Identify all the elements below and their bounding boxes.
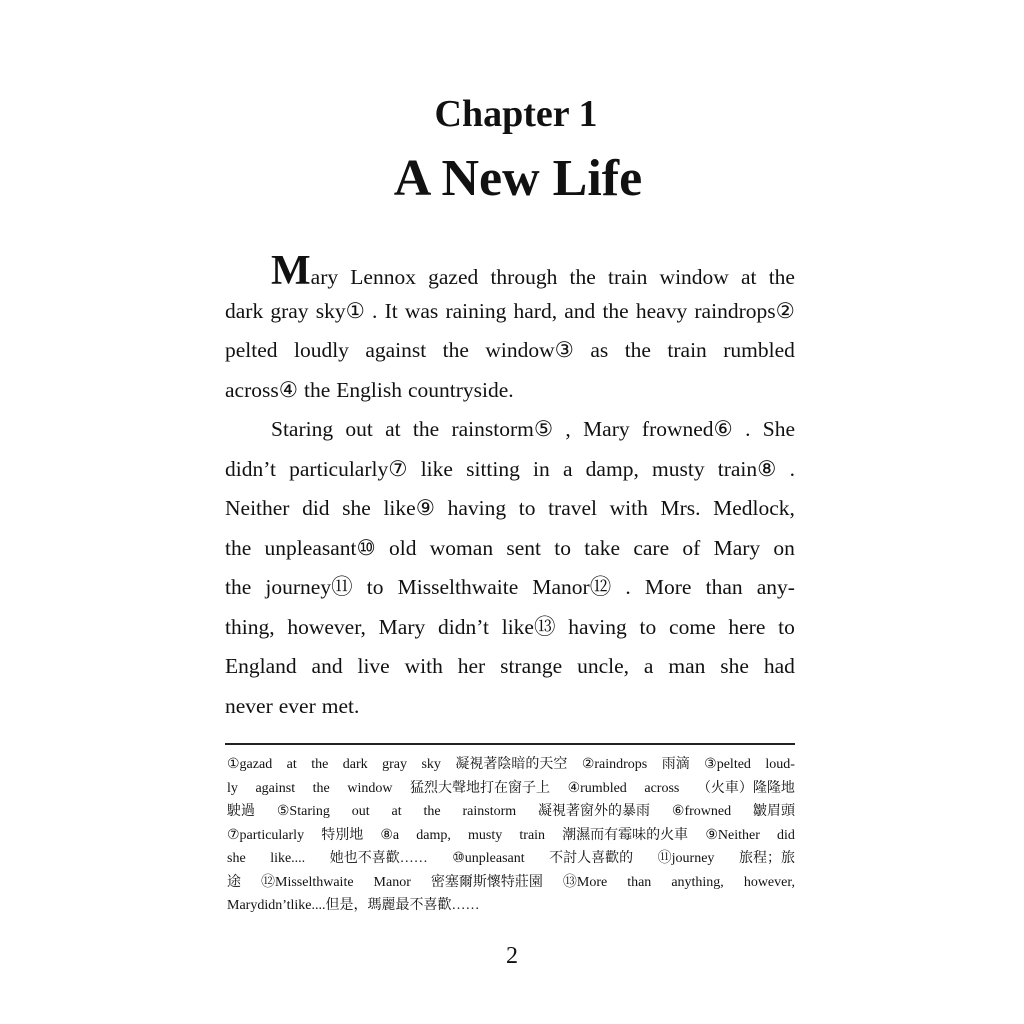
word: raining bbox=[445, 298, 507, 323]
footnote-line bbox=[227, 871, 795, 895]
word: ③pelted bbox=[704, 757, 751, 772]
word: having bbox=[447, 496, 507, 520]
word: didn’t bbox=[225, 456, 276, 481]
word: and bbox=[564, 298, 596, 323]
word: the bbox=[569, 265, 596, 289]
word: 但是，瑪麗最不喜歡…… bbox=[325, 898, 480, 913]
body-line bbox=[225, 371, 795, 411]
body-line bbox=[225, 489, 795, 529]
word: the bbox=[225, 575, 252, 599]
word: across④ bbox=[225, 377, 299, 402]
chapter-label: Chapter 1 bbox=[434, 93, 598, 135]
word: the bbox=[768, 265, 795, 289]
drop-cap: M bbox=[271, 248, 311, 294]
word: window③ bbox=[485, 338, 574, 362]
word: ary bbox=[310, 265, 339, 289]
word: frowned⑥ bbox=[641, 417, 733, 441]
word: a bbox=[562, 456, 573, 481]
word: Mary bbox=[378, 614, 426, 639]
word: 她也不喜歡…… bbox=[329, 851, 428, 866]
word: ⑤Staring bbox=[276, 804, 330, 819]
word: ④rumbled bbox=[567, 780, 627, 796]
word: ⑪journey bbox=[657, 851, 715, 866]
body-line bbox=[225, 687, 795, 727]
footnote-line bbox=[227, 824, 795, 848]
body-line bbox=[225, 450, 795, 490]
word: at bbox=[286, 757, 297, 772]
word: . bbox=[745, 417, 751, 441]
body-line bbox=[225, 248, 795, 294]
word: ever bbox=[278, 693, 316, 718]
word: , bbox=[565, 417, 571, 441]
word: ⑩unpleasant bbox=[452, 851, 525, 866]
footnote-line bbox=[227, 753, 795, 777]
word: at bbox=[391, 804, 402, 819]
word: train bbox=[607, 265, 648, 289]
word: gazed bbox=[428, 265, 479, 289]
word: as bbox=[590, 338, 609, 362]
word: at bbox=[741, 265, 757, 289]
word: ⑥frowned bbox=[671, 804, 732, 819]
body-line bbox=[225, 568, 795, 608]
footnote-divider bbox=[225, 743, 795, 745]
word: Lennox bbox=[350, 265, 416, 289]
word: 途 bbox=[227, 874, 241, 890]
word: here bbox=[728, 614, 766, 639]
word: ②raindrops bbox=[581, 757, 648, 772]
word: didn’t bbox=[257, 898, 291, 913]
word: to bbox=[639, 614, 657, 639]
word: sent bbox=[506, 535, 541, 560]
word: It bbox=[384, 298, 398, 323]
word: particularly⑦ bbox=[289, 456, 408, 481]
word: to bbox=[366, 575, 384, 599]
word: unpleasant⑩ bbox=[264, 535, 376, 560]
word: the bbox=[423, 804, 441, 819]
word: however, bbox=[743, 874, 795, 890]
word: English bbox=[336, 377, 402, 402]
word: ly bbox=[227, 780, 238, 796]
word: like.... bbox=[270, 851, 306, 866]
word: heavy bbox=[635, 298, 688, 323]
footnote-line bbox=[227, 894, 795, 918]
word: （火車）隆隆地 bbox=[696, 780, 795, 796]
word: did bbox=[302, 496, 330, 520]
word: like⑨ bbox=[383, 496, 435, 520]
word: out bbox=[345, 417, 373, 441]
word: travel bbox=[548, 496, 598, 520]
word: like⑬ bbox=[501, 614, 556, 639]
word: the bbox=[311, 757, 329, 772]
word: care bbox=[633, 535, 670, 560]
word: loudly bbox=[293, 338, 349, 362]
word: didn’t bbox=[438, 614, 489, 639]
word: of bbox=[682, 535, 701, 560]
word: countryside. bbox=[408, 377, 514, 402]
word: raindrops② bbox=[694, 298, 795, 323]
body-line bbox=[225, 529, 795, 569]
word: man bbox=[668, 654, 706, 678]
word: Mary bbox=[227, 898, 258, 913]
word: Mary bbox=[583, 417, 630, 441]
word: rainstorm⑤ bbox=[451, 417, 554, 441]
footnote-line bbox=[227, 800, 795, 824]
word: thing, bbox=[225, 614, 275, 639]
word: Manor⑫ bbox=[532, 575, 612, 599]
word: 特別地 bbox=[321, 827, 364, 843]
word: the bbox=[412, 417, 440, 441]
word: against bbox=[365, 338, 427, 362]
word: dark bbox=[225, 298, 264, 323]
word: 皺眉頭 bbox=[752, 804, 795, 819]
word: old bbox=[389, 535, 417, 560]
word: damp, bbox=[416, 827, 451, 843]
word: to bbox=[554, 535, 571, 560]
word: window bbox=[347, 780, 393, 796]
word: pelted bbox=[225, 338, 278, 362]
word: than bbox=[705, 575, 743, 599]
word: More bbox=[644, 575, 692, 599]
word: Manor bbox=[373, 874, 411, 890]
word: sky bbox=[421, 757, 441, 772]
word: musty bbox=[652, 456, 705, 481]
word: any- bbox=[756, 575, 795, 599]
word: with bbox=[609, 496, 648, 520]
word: she bbox=[227, 851, 246, 866]
chapter-title: A New Life bbox=[393, 150, 643, 207]
word: . bbox=[625, 575, 631, 599]
word: sitting bbox=[466, 456, 520, 481]
word: the bbox=[304, 377, 331, 402]
word: Neither bbox=[225, 496, 290, 520]
body-line bbox=[225, 608, 795, 648]
word: the bbox=[442, 338, 469, 362]
word: 旅程；旅 bbox=[738, 851, 795, 866]
word: train bbox=[667, 338, 707, 362]
word: ①gazad bbox=[227, 757, 273, 772]
word: rainstorm bbox=[462, 804, 517, 819]
word: live bbox=[357, 654, 390, 678]
word: 雨滴 bbox=[661, 757, 690, 772]
word: come bbox=[669, 614, 716, 639]
word: the bbox=[312, 780, 330, 796]
word: to bbox=[518, 496, 536, 520]
word: England bbox=[225, 654, 297, 678]
body-text bbox=[225, 248, 795, 726]
word: Mrs. bbox=[660, 496, 701, 520]
word: anything, bbox=[671, 874, 724, 890]
word: window bbox=[659, 265, 729, 289]
word: ⑫Misselthwaite bbox=[261, 874, 354, 890]
word: train⑧ bbox=[717, 456, 777, 481]
word: train bbox=[519, 827, 546, 843]
word: journey⑪ bbox=[265, 575, 353, 599]
word: Staring bbox=[271, 417, 334, 441]
word: 不討人喜歡的 bbox=[549, 851, 634, 866]
word: ⑨Neither bbox=[705, 827, 760, 843]
footnotes bbox=[227, 753, 795, 918]
word: and bbox=[311, 654, 343, 678]
word: gray bbox=[382, 757, 408, 772]
word: 凝視著窗外的暴雨 bbox=[538, 804, 651, 819]
word: ⑧a bbox=[380, 827, 400, 843]
word: the bbox=[225, 535, 252, 560]
footnote-line bbox=[227, 847, 795, 871]
word: than bbox=[627, 874, 652, 890]
word: damp, bbox=[585, 456, 639, 481]
word: her bbox=[457, 654, 486, 678]
body-line bbox=[225, 331, 795, 371]
word: the bbox=[602, 298, 629, 323]
word: across bbox=[644, 780, 680, 796]
word: take bbox=[584, 535, 621, 560]
word: dark bbox=[342, 757, 368, 772]
word: in bbox=[533, 456, 550, 481]
word: Misselthwaite bbox=[397, 575, 519, 599]
word: musty bbox=[468, 827, 503, 843]
word: sky① bbox=[315, 298, 365, 323]
word: Mary bbox=[713, 535, 761, 560]
word: a bbox=[643, 654, 654, 678]
word: met. bbox=[321, 693, 360, 718]
page-number: 2 bbox=[506, 943, 518, 969]
word: on bbox=[773, 535, 795, 560]
body-line bbox=[225, 647, 795, 687]
word: 猛烈大聲地打在窗子上 bbox=[410, 780, 551, 796]
word: strange bbox=[500, 654, 563, 678]
word: like.... bbox=[290, 898, 326, 913]
word: ⑦particularly bbox=[227, 827, 305, 843]
word: 凝視著陰暗的天空 bbox=[455, 757, 568, 772]
word: out bbox=[351, 804, 370, 819]
word: ⑬More bbox=[562, 874, 608, 890]
footnote-line bbox=[227, 777, 795, 801]
word: uncle, bbox=[577, 654, 630, 678]
word: 駛過 bbox=[227, 804, 255, 819]
word: having bbox=[568, 614, 627, 639]
word: had bbox=[763, 654, 795, 678]
word: with bbox=[404, 654, 443, 678]
word: . bbox=[789, 456, 795, 481]
word: She bbox=[762, 417, 795, 441]
word: like bbox=[420, 456, 453, 481]
word: however, bbox=[287, 614, 366, 639]
word: through bbox=[490, 265, 558, 289]
word: Medlock, bbox=[713, 496, 795, 520]
word: she bbox=[342, 496, 371, 520]
body-line bbox=[225, 410, 795, 450]
word: she bbox=[720, 654, 749, 678]
word: . bbox=[372, 298, 378, 323]
word: hard, bbox=[513, 298, 558, 323]
word: did bbox=[777, 827, 795, 843]
word: never bbox=[225, 693, 273, 718]
word: at bbox=[385, 417, 401, 441]
word: 潮濕而有霉味的火車 bbox=[562, 827, 689, 843]
word: rumbled bbox=[723, 338, 795, 362]
word: the bbox=[624, 338, 651, 362]
word: gray bbox=[270, 298, 309, 323]
word: against bbox=[255, 780, 296, 796]
word: was bbox=[404, 298, 439, 323]
word: 密塞爾斯懷特莊園 bbox=[430, 874, 543, 890]
word: woman bbox=[429, 535, 494, 560]
word: loud- bbox=[765, 757, 795, 772]
word: to bbox=[778, 614, 795, 639]
